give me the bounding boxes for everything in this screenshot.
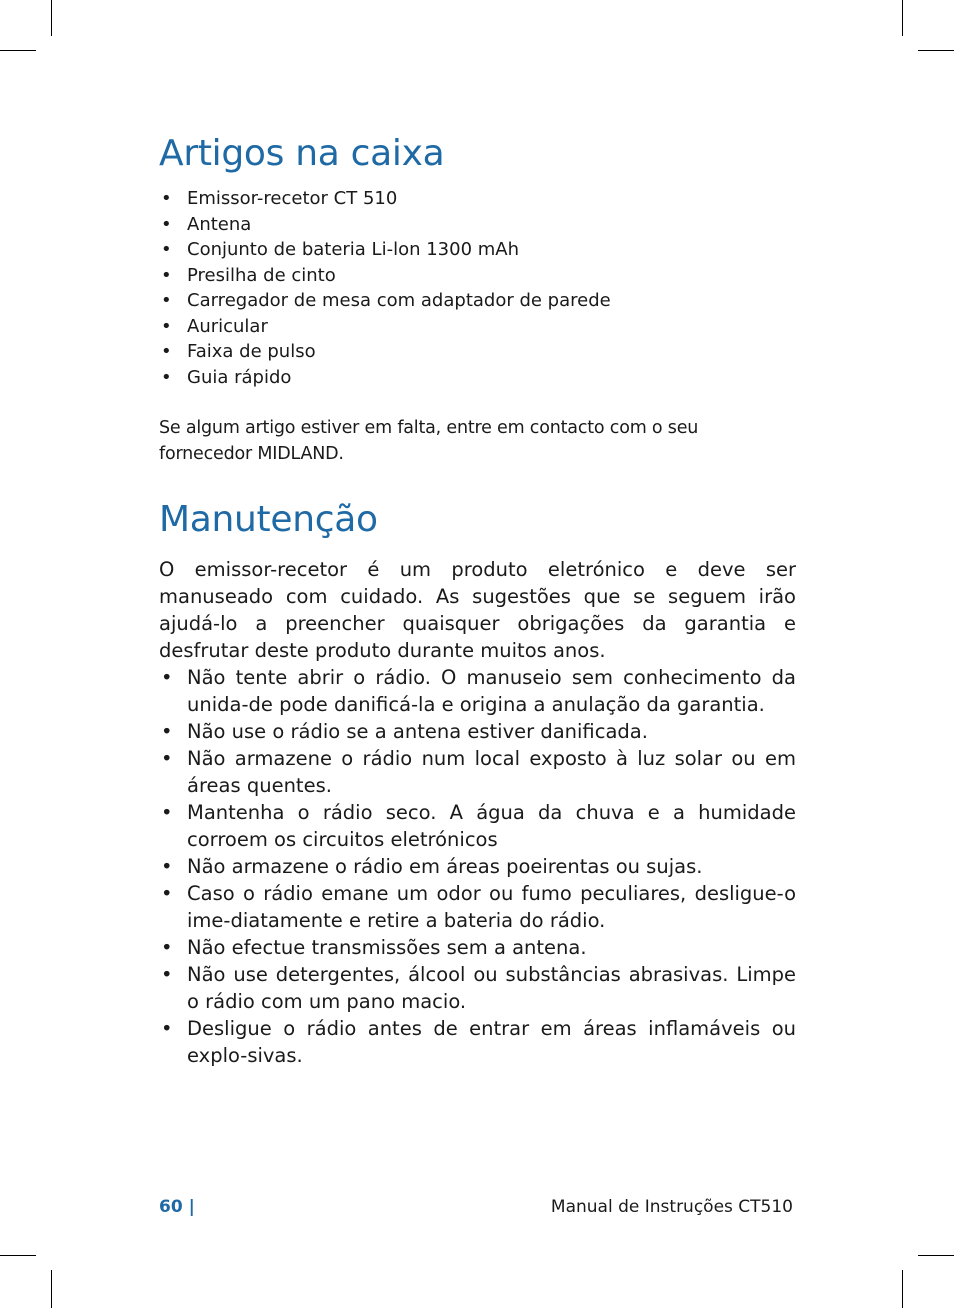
list-item: • Antena xyxy=(159,212,796,238)
crop-mark xyxy=(0,1255,36,1256)
section-title-maintenance: Manutenção xyxy=(159,499,378,540)
list-item: • Não armazene o rádio num local exposto à luz solar ou em áreas quentes. xyxy=(159,745,796,799)
list-item: • Carregador de mesa com adaptador de parede xyxy=(159,288,796,314)
crop-mark xyxy=(902,1270,903,1308)
missing-items-note: Se algum artigo estiver em falta, entre em contacto com o seu fornecedor MIDLAND. xyxy=(159,418,699,464)
list-item: • Não armazene o rádio em áreas poeirentas ou sujas. xyxy=(159,853,796,880)
page-number: 60 | xyxy=(159,1197,195,1217)
list-item: • Não use o rádio se a antena estiver danificada. xyxy=(159,718,796,745)
crop-mark xyxy=(918,1255,954,1256)
list-item: • Auricular xyxy=(159,314,796,340)
maintenance-list xyxy=(159,664,796,1069)
list-item: • Presilha de cinto xyxy=(159,263,796,289)
section-title-items: Artigos na caixa xyxy=(159,133,445,174)
list-item: • Não tente abrir o rádio. O manuseio sem conhecimento da unida-de pode danificá-la e origina a anulação da garantia. xyxy=(159,664,796,718)
items-list xyxy=(159,186,796,390)
list-item: • Faixa de pulso xyxy=(159,339,796,365)
crop-mark xyxy=(0,50,36,51)
manual-title: Manual de Instruções CT510 xyxy=(550,1197,793,1217)
list-item: • Caso o rádio emane um odor ou fumo peculiares, desligue-o ime-diatamente e retire a bateria do rádio. xyxy=(159,880,796,934)
list-item: • Desligue o rádio antes de entrar em áreas inflamáveis ou explo-sivas. xyxy=(159,1015,796,1069)
crop-mark xyxy=(902,0,903,36)
list-item: • Guia rápido xyxy=(159,365,796,391)
list-item: • Mantenha o rádio seco. A água da chuva e a humidade corroem os circuitos eletrónicos xyxy=(159,799,796,853)
crop-mark xyxy=(918,50,954,51)
list-item: • Não efectue transmissões sem a antena. xyxy=(159,934,796,961)
crop-mark xyxy=(51,1270,52,1308)
list-item: • Conjunto de bateria Li-lon 1300 mAh xyxy=(159,237,796,263)
list-item: • Emissor-recetor CT 510 xyxy=(159,186,796,212)
crop-mark xyxy=(51,0,52,36)
list-item: • Não use detergentes, álcool ou substâncias abrasivas. Limpe o rádio com um pano macio. xyxy=(159,961,796,1015)
page-footer xyxy=(159,1194,793,1220)
maintenance-intro: O emissor-recetor é um produto eletrónico e deve ser manuseado com cuidado. As sugestões que se seguem irão ajudá-lo a preencher quaisquer obrigações da garantia e desfrutar deste produto durante muitos anos. xyxy=(159,558,796,662)
